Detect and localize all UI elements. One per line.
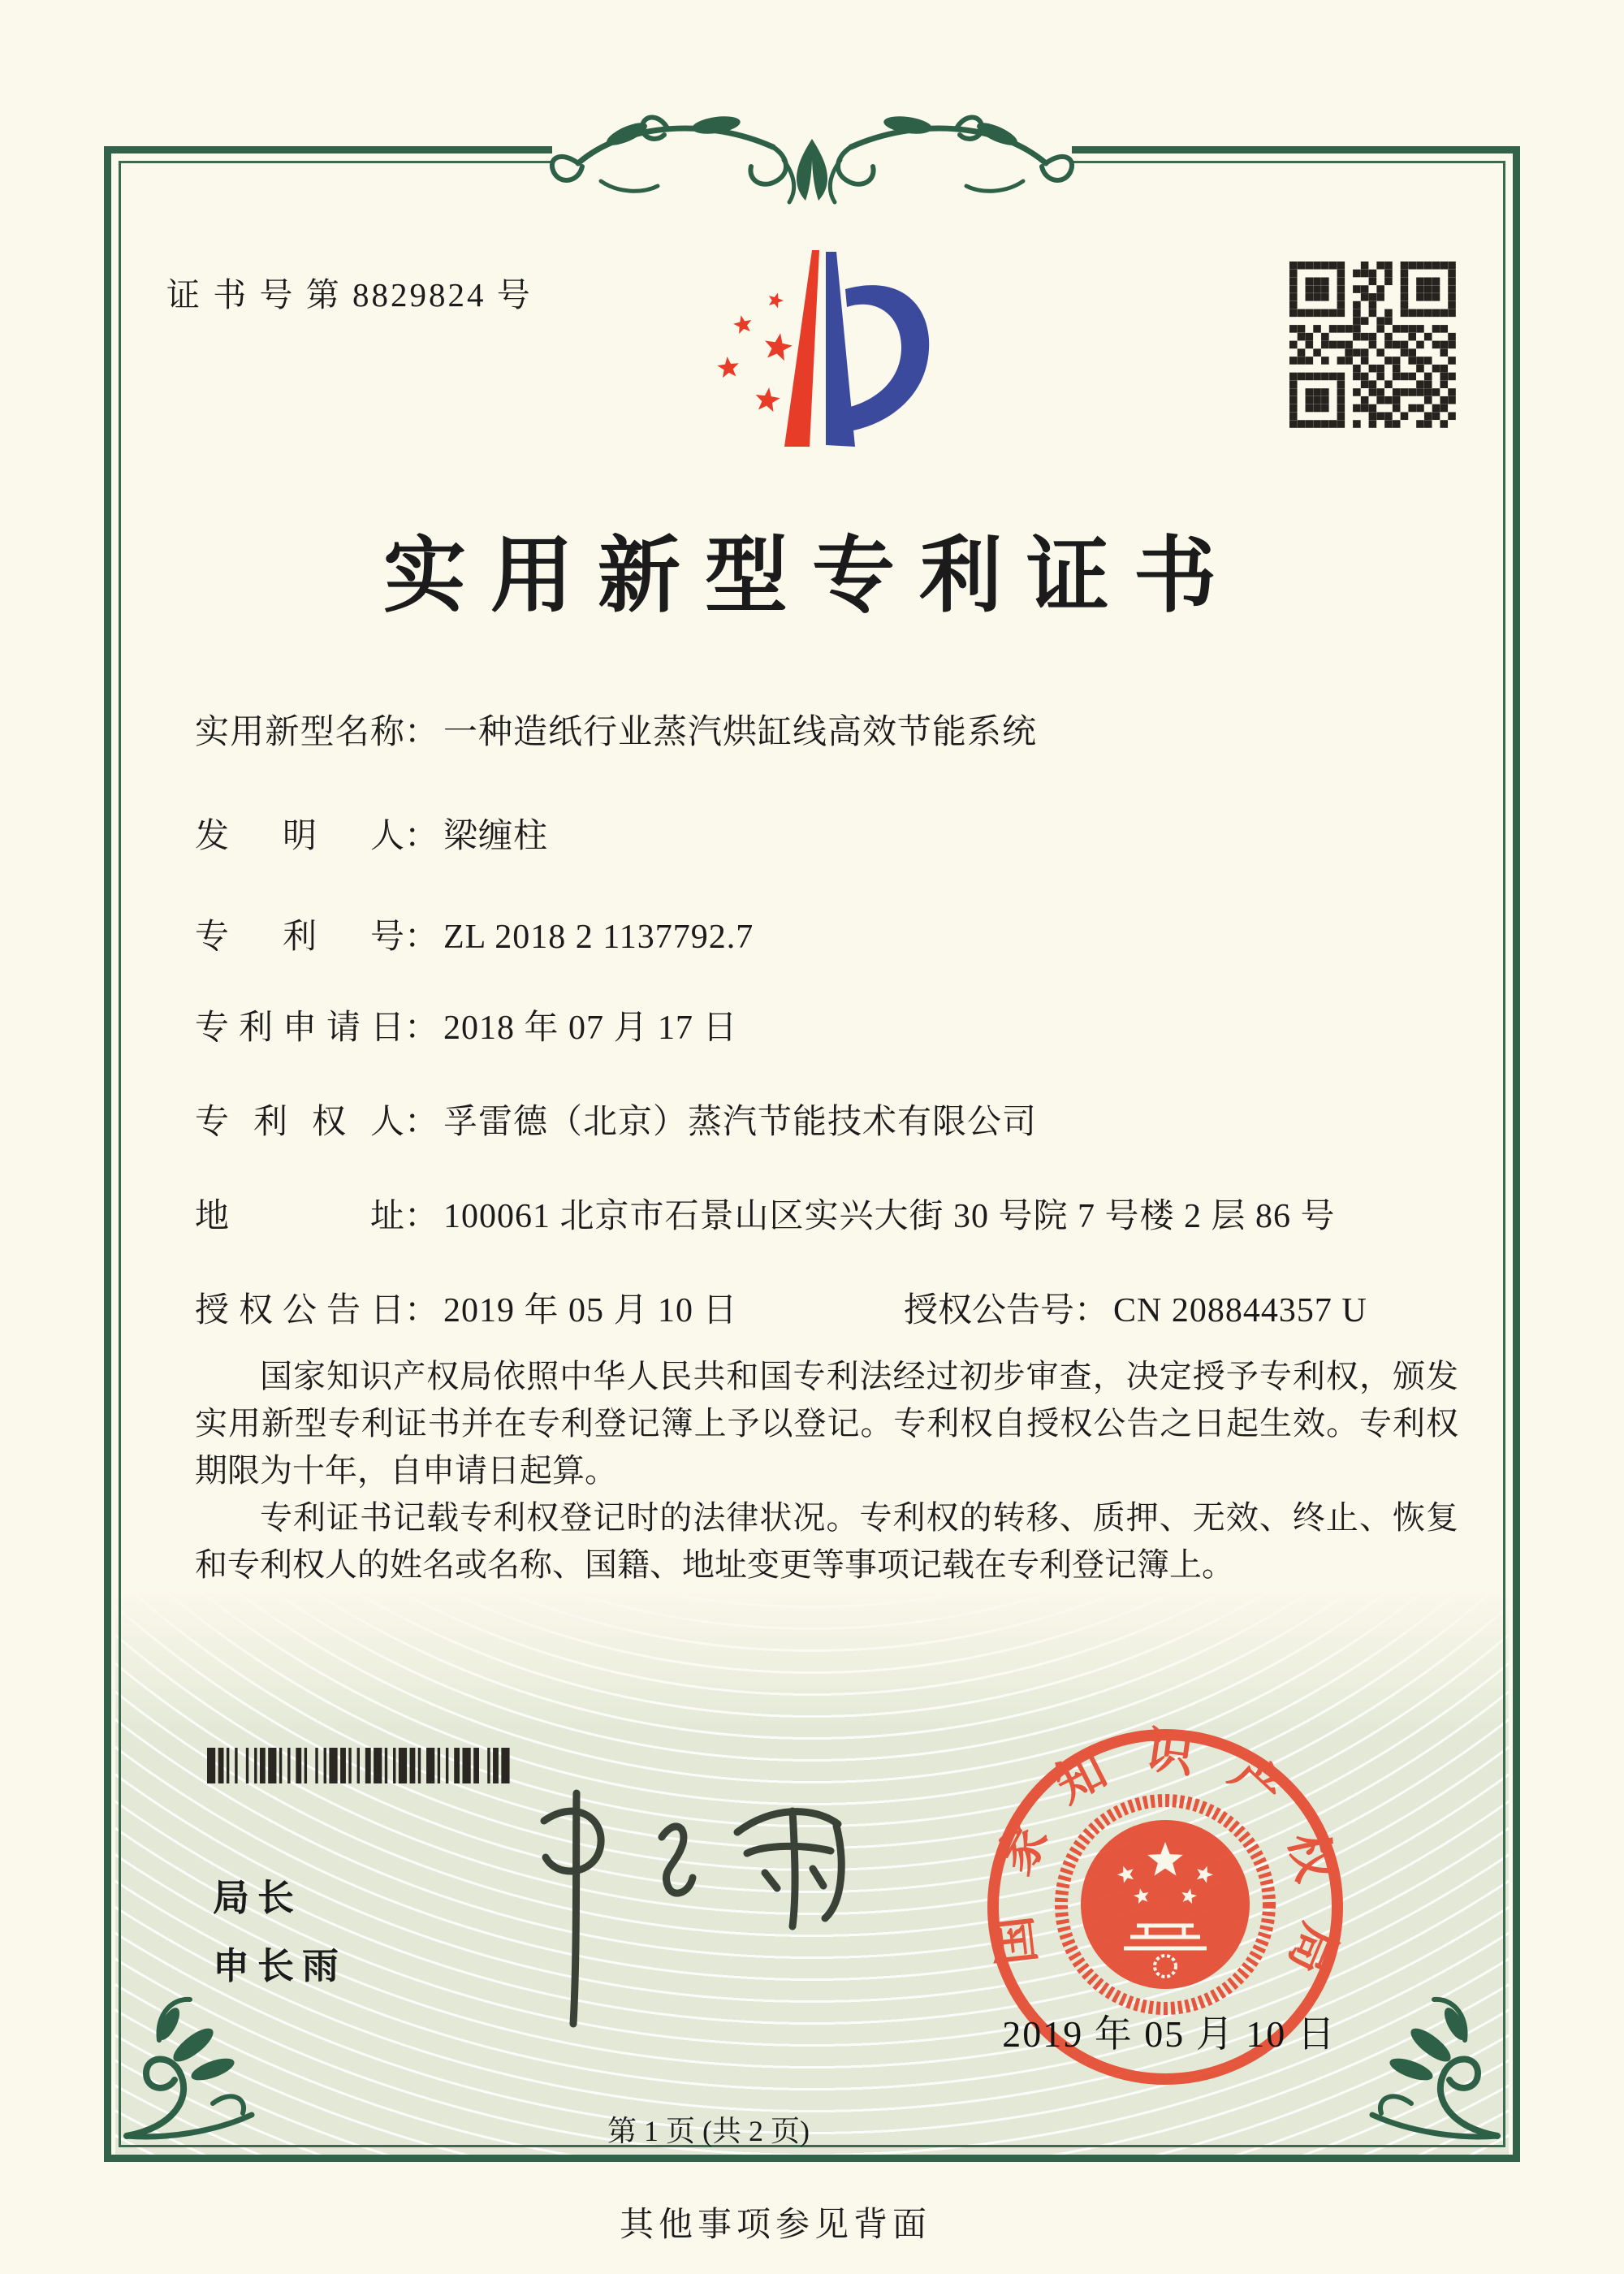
field-patent-number [195,910,754,958]
field-colon: ： [404,818,439,855]
logo-red-wedge [784,250,819,447]
field-filing-date [195,1001,738,1049]
field-colon: ： [1074,1292,1109,1329]
legal-paragraph-1: 国家知识产权局依照中华人民共和国专利法经过初步审查，决定授予专利权，颁发实用新型专利证书并在专利登记簿上予以登记。专利权自授权公告之日起生效。专利权期限为十年，自申请日起算。 [195,1358,1458,1489]
national-emblem-icon [1061,1801,1269,2008]
legal-paragraph-2: 专利证书记载专利权登记时的法律状况。专利权的转移、质押、无效、终止、恢复和专利权人的姓名或名称、国籍、地址变更等事项记载在专利登记簿上。 [195,1499,1458,1583]
seal-agency-text: 国家知识产权局 [982,1723,1350,2014]
field-colon: ： [404,1198,439,1235]
cnipa-logo-icon [686,242,938,460]
field-value: 100061 北京市石景山区实兴大街 30 号院 7 号楼 2 层 86 号 [443,1198,1336,1235]
field-value: 一种造纸行业蒸汽烘缸线高效节能系统 [443,714,1038,751]
field-value: 孚雷德（北京）蒸汽节能技术有限公司 [443,1104,1038,1141]
field-colon: ： [404,1292,439,1329]
director-signature [455,1787,877,2030]
field-value: 2018 年 07 月 17 日 [443,1009,738,1047]
field-colon: ： [404,919,439,956]
field-colon: ： [404,714,439,751]
certificate-title: 实用新型专利证书 [383,531,1241,623]
field-label: 地址 [195,1198,404,1235]
certificate-number: 证 书 号 第 8829824 号 [166,276,533,313]
legal-body-text [195,1353,1458,1589]
field-value: ZL 2018 2 1137792.7 [443,919,754,956]
corner-flourish-right [1354,1991,1509,2150]
dragon-ornament [503,85,1121,223]
field-address [195,1189,1336,1238]
logo-stars [716,291,794,413]
director-name: 申长雨 [213,1946,348,1987]
field-value: 2019 年 05 月 10 日 [443,1292,738,1329]
field-label: 专利权人 [195,1104,404,1141]
field-value: 梁缠柱 [443,818,549,855]
field-inventor [195,809,548,858]
field-label: 发明人 [195,818,404,855]
back-note: 其他事项参见背面 [620,2207,932,2244]
field-colon: ： [404,1104,439,1141]
field-grant-number [904,1283,1367,1332]
field-label: 授权公告日 [195,1292,404,1329]
field-grant-date [195,1283,1367,1332]
field-label: 专利申请日 [195,1009,404,1047]
logo-p-bowl [840,285,929,432]
field-utility-model-name [195,705,1037,754]
field-colon: ： [404,1009,439,1047]
field-patentee [195,1095,1037,1143]
seal-date: 2019 年 05 月 10 日 [1002,2013,1337,2055]
field-value: CN 208844357 U [1113,1292,1367,1329]
corner-flourish-left [115,1991,270,2150]
director-title: 局长 [213,1878,303,1918]
page-footer: 第 1 页 (共 2 页) [607,2115,810,2147]
field-label: 实用新型名称 [195,714,404,751]
qr-code [1289,262,1456,428]
field-label: 专利号 [195,919,404,956]
field-label: 授权公告号 [904,1292,1075,1329]
barcode [207,1748,512,1783]
